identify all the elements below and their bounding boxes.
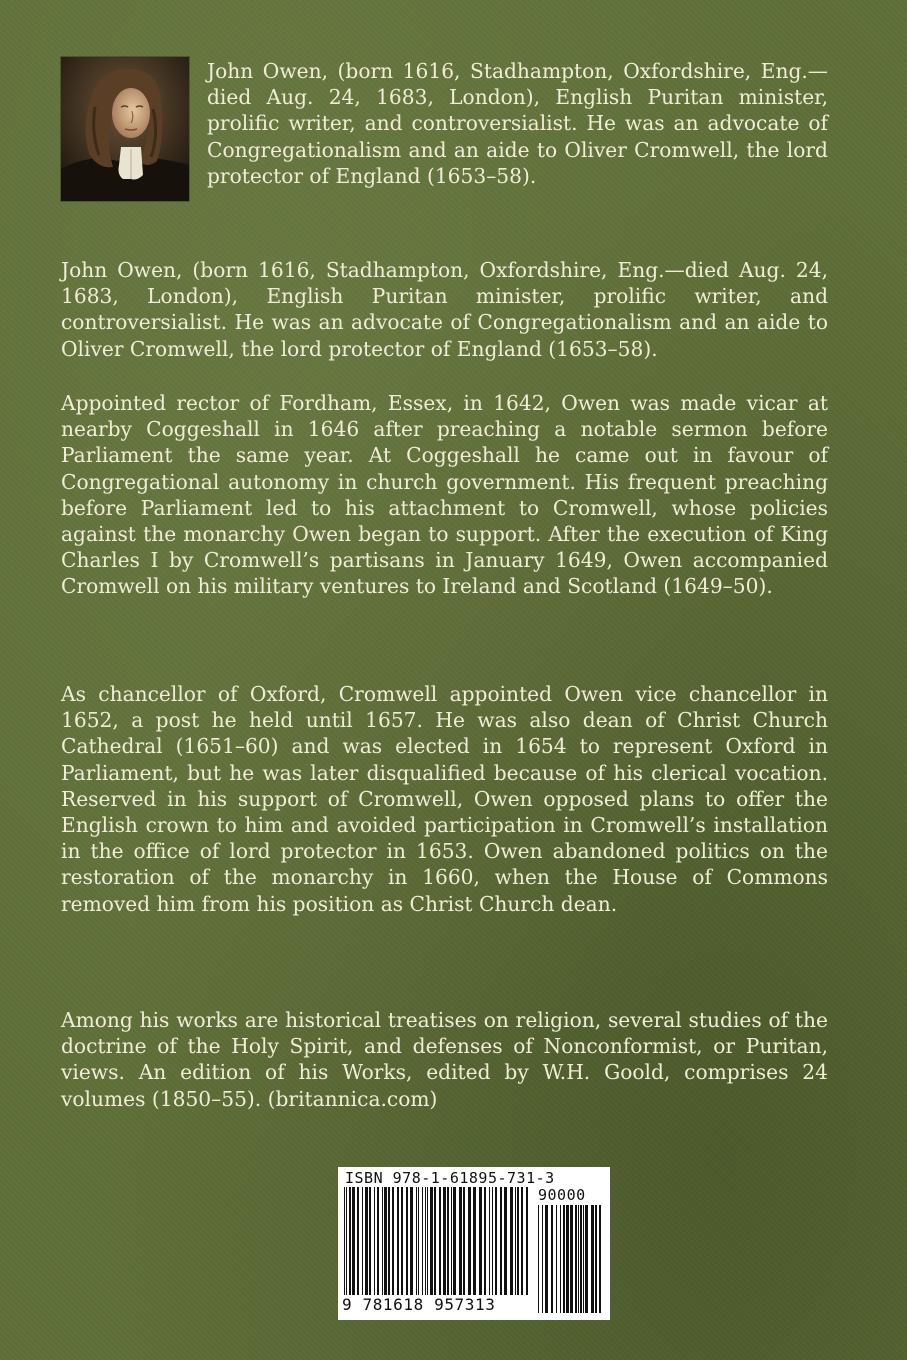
barcode-bar bbox=[560, 1205, 561, 1313]
barcode-bar bbox=[357, 1187, 359, 1295]
barcode-bar bbox=[578, 1205, 579, 1313]
intro-paragraph: John Owen, (born 1616, Stadhampton, Oxfordshire, Eng.—died Aug. 24, 1683, London), English Puritan minister, prolific writer, and controversialist. He was an advocate of Congregationalism and an aide to Oliver Cromwell, the lord protector of England (1653–58). bbox=[207, 59, 828, 188]
barcode-bar bbox=[443, 1187, 446, 1295]
barcode-bar bbox=[349, 1187, 351, 1295]
barcode-bar bbox=[377, 1187, 379, 1295]
barcode-bar bbox=[484, 1187, 486, 1295]
barcode-bar bbox=[517, 1187, 519, 1295]
barcode-bar bbox=[479, 1187, 482, 1295]
barcode-bar bbox=[397, 1187, 399, 1295]
barcode-bar bbox=[551, 1205, 553, 1313]
ean13-barcode-bars bbox=[344, 1187, 530, 1295]
barcode-bar bbox=[451, 1187, 452, 1295]
isbn-label: ISBN 978-1-61895-731-3 bbox=[345, 1169, 555, 1187]
barcode-bar bbox=[374, 1187, 375, 1295]
barcode-bar bbox=[463, 1187, 465, 1295]
barcode-bar bbox=[500, 1187, 502, 1295]
barcode-bar bbox=[425, 1187, 426, 1295]
barcode-bar bbox=[392, 1187, 394, 1295]
bio-paragraph-2: Appointed rector of Fordham, Essex, in 1642, Owen was made vicar at nearby Coggeshall in 1646 after preaching a notable sermon before Parliament the same year. At Coggeshall he came out in favour of Congregational autonomy in church government. His frequent preaching before Parliament led to his attachment to Cromwell, whose policies against the monarchy Owen began to support. After the execution of King Charles I by Cromwell’s partisans in January 1649, Owen accompanied Cromwell on his military ventures to Ireland and Scotland (1649–50). bbox=[61, 391, 828, 599]
barcode-bar bbox=[575, 1205, 577, 1313]
barcode-bar bbox=[538, 1205, 539, 1313]
barcode-bar bbox=[346, 1187, 347, 1295]
barcode-bar bbox=[418, 1187, 419, 1295]
barcode-bar bbox=[542, 1205, 543, 1313]
bio-paragraph-1: John Owen, (born 1616, Stadhampton, Oxfordshire, Eng.—died Aug. 24, 1683, London), English Puritan minister, prolific writer, and controversialist. He was an advocate of Congregationalism and an aide to Oliver Cromwell, the lord protector of England (1653–58). bbox=[61, 258, 828, 361]
portrait-of-john-owen-icon bbox=[61, 57, 189, 201]
barcode-bar bbox=[510, 1187, 513, 1295]
barcode-bar bbox=[422, 1187, 423, 1295]
barcode-bar bbox=[580, 1205, 582, 1313]
barcode-bar bbox=[556, 1205, 557, 1313]
barcode-bar bbox=[453, 1187, 456, 1295]
barcode-bar bbox=[459, 1187, 462, 1295]
barcode-bar bbox=[570, 1205, 573, 1313]
isbn-barcode bbox=[338, 1167, 610, 1320]
barcode-bar bbox=[545, 1205, 548, 1313]
barcode-bar bbox=[369, 1187, 371, 1295]
barcode-bar bbox=[406, 1187, 408, 1295]
bio-paragraph-4: Among his works are historical treatises on religion, several studies of the doctrine of the Holy Spirit, and defenses of Nonconformist, or Puritan, views. An edition of his Works, edited by W.H. Goold, comprises 24 volumes (1850–55). (britannica.com) bbox=[61, 1008, 828, 1111]
barcode-bar bbox=[365, 1187, 368, 1295]
bio-paragraph-3: As chancellor of Oxford, Cromwell appointed Owen vice chancellor in 1652, a post he held until 1657. He was also dean of Christ Church Cathedral (1651–60) and was elected in 1654 to represent Oxford in Parliament, but he was later disqualified because of his clerical vocation. Reserved in his support of Cromwell, Owen opposed plans to offer the English crown to him and avoided participation in Cromwell’s installation in the office of lord protector in 1653. Owen abandoned politics on the restoration of the monarchy in 1660, when the House of Commons removed him from his position as Christ Church dean. bbox=[61, 682, 828, 916]
barcode-bar bbox=[447, 1187, 449, 1295]
addon-barcode-bars bbox=[538, 1205, 604, 1313]
barcode-bar bbox=[591, 1205, 594, 1313]
barcode-bar bbox=[434, 1187, 436, 1295]
barcode-bar bbox=[583, 1205, 584, 1313]
barcode-bar bbox=[382, 1187, 383, 1295]
barcode-bar bbox=[362, 1187, 363, 1295]
barcode-bar bbox=[388, 1187, 390, 1295]
barcode-bar bbox=[430, 1187, 433, 1295]
barcode-bar bbox=[410, 1187, 413, 1295]
barcode-bar bbox=[566, 1205, 569, 1313]
barcode-bar bbox=[504, 1187, 507, 1295]
barcode-bar bbox=[492, 1187, 493, 1295]
author-portrait bbox=[61, 57, 189, 201]
barcode-bar bbox=[489, 1187, 490, 1295]
barcode-bar bbox=[352, 1187, 355, 1295]
barcode-bar bbox=[521, 1187, 523, 1295]
barcode-bar bbox=[468, 1187, 471, 1295]
barcode-bar bbox=[495, 1187, 497, 1295]
barcode-bar bbox=[384, 1187, 387, 1295]
barcode-bar bbox=[563, 1205, 565, 1313]
barcode-bar bbox=[473, 1187, 476, 1295]
price-code: 90000 bbox=[538, 1186, 586, 1204]
barcode-bar bbox=[416, 1187, 417, 1295]
barcode-bar bbox=[599, 1205, 601, 1313]
barcode-bar bbox=[526, 1187, 528, 1295]
ean-digits: 9 781618 957313 bbox=[342, 1295, 496, 1314]
barcode-bar bbox=[595, 1205, 597, 1313]
barcode-bar bbox=[585, 1205, 588, 1313]
barcode-bar bbox=[439, 1187, 441, 1295]
barcode-bar bbox=[401, 1187, 403, 1295]
barcode-bar bbox=[515, 1187, 516, 1295]
barcode-bar bbox=[427, 1187, 428, 1295]
barcode-bar bbox=[344, 1187, 345, 1295]
